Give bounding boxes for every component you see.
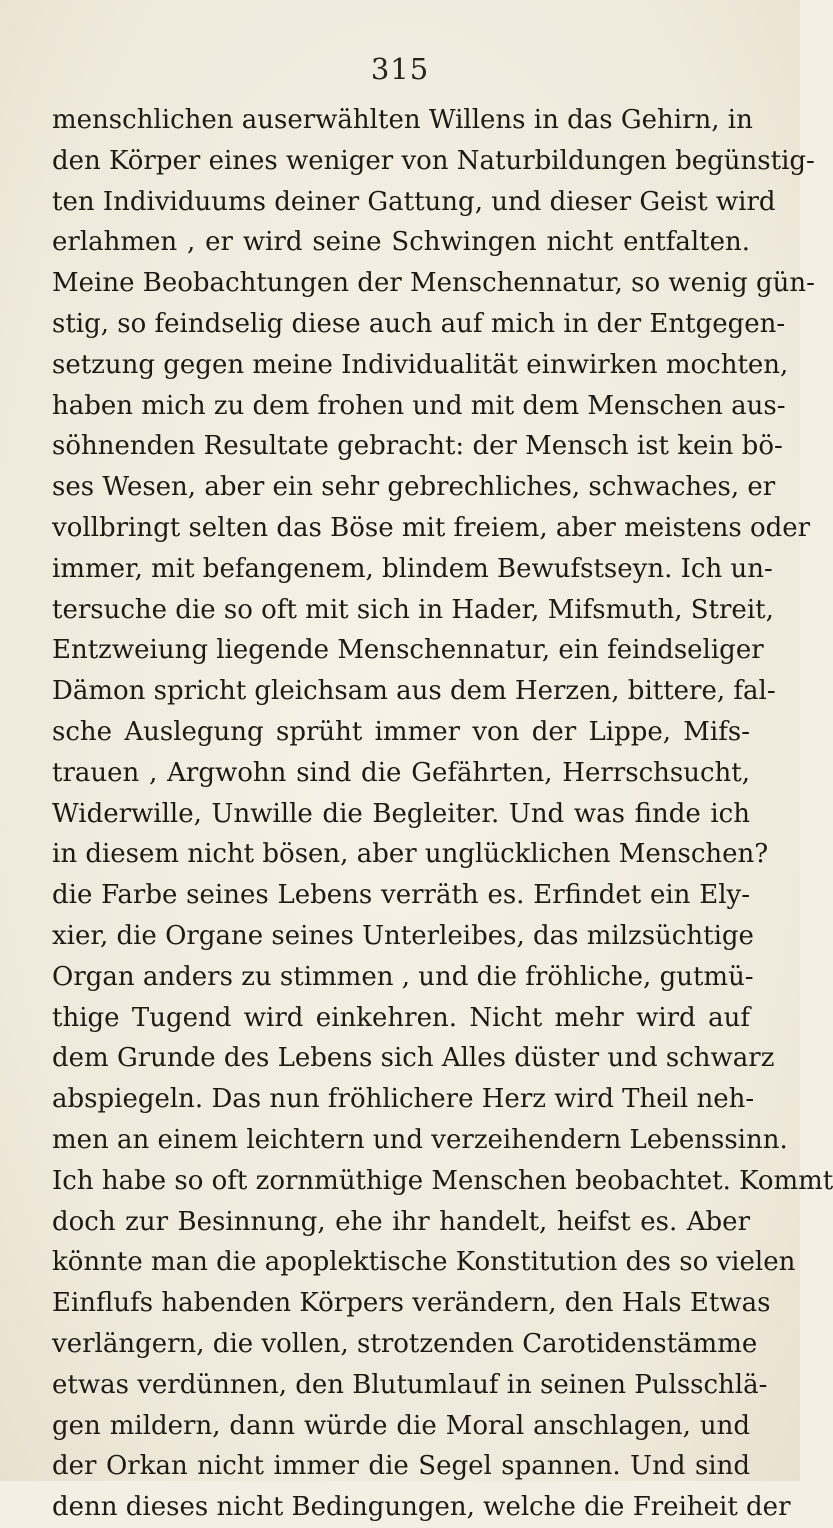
text-line: doch zur Besinnung, ehe ihr handelt, heifst es. Aber bbox=[52, 1206, 750, 1237]
text-line: die Farbe seines Lebens verräth es. Erfindet ein Ely- bbox=[52, 880, 750, 911]
text-line: denn dieses nicht Bedingungen, welche die Freiheit der bbox=[52, 1492, 791, 1523]
page-number: 315 bbox=[370, 52, 430, 86]
text-line: vollbringt selten das Böse mit freiem, aber meistens oder bbox=[52, 512, 811, 543]
text-line: stig, so feindselig diese auch auf mich in der Entgegen- bbox=[52, 308, 786, 339]
text-line: Widerwille, Unwille die Begleiter. Und was finde ich bbox=[52, 798, 750, 829]
text-line: Meine Beobachtungen der Menschennatur, so wenig gün- bbox=[52, 268, 815, 299]
text-line: Dämon spricht gleichsam aus dem Herzen, bittere, fal- bbox=[52, 676, 776, 707]
text-line: sche Auslegung sprüht immer von der Lippe, Mifs- bbox=[52, 716, 750, 747]
text-line: ten Individuums deiner Gattung, und dieser Geist wird bbox=[52, 186, 776, 217]
text-line: gen mildern, dann würde die Moral anschlagen, und bbox=[52, 1410, 750, 1441]
text-line: immer, mit befangenem, blindem Bewufstseyn. Ich un- bbox=[52, 553, 773, 584]
text-line: xier, die Organe seines Unterleibes, das milzsüchtige bbox=[52, 920, 754, 951]
text-line: thige Tugend wird einkehren. Nicht mehr wird auf bbox=[52, 1002, 750, 1033]
text-line: Entzweiung liegende Menschennatur, ein feindseliger bbox=[52, 635, 764, 666]
text-line: dem Grunde des Lebens sich Alles düster und schwarz bbox=[52, 1043, 775, 1074]
text-line: tersuche die so oft mit sich in Hader, Mifsmuth, Streit, bbox=[52, 594, 774, 625]
text-line: könnte man die apoplektische Konstitution des so vielen bbox=[52, 1247, 796, 1278]
text-line: etwas verdünnen, den Blutumlauf in seinen Pulsschlä- bbox=[52, 1369, 768, 1400]
text-line: Einflufs habenden Körpers verändern, den Hals Etwas bbox=[52, 1288, 771, 1319]
text-line: der Orkan nicht immer die Segel spannen. Und sind bbox=[52, 1451, 750, 1482]
body-text bbox=[52, 100, 833, 1528]
text-line: abspiegeln. Das nun fröhlichere Herz wird Theil neh- bbox=[52, 1084, 755, 1115]
text-line: söhnenden Resultate gebracht: der Mensch ist kein bö- bbox=[52, 431, 783, 462]
text-line: menschlichen auserwählten Willens in das Gehirn, in bbox=[52, 105, 753, 135]
text-line: Organ anders zu stimmen , und die fröhliche, gutmü- bbox=[52, 961, 754, 992]
text-line: den Körper eines weniger von Naturbildungen begünstig- bbox=[52, 145, 815, 176]
text-line: setzung gegen meine Individualität einwirken mochten, bbox=[52, 349, 789, 380]
text-line: in diesem nicht bösen, aber unglücklichen Menschen? bbox=[52, 839, 769, 870]
text-line: ses Wesen, aber ein sehr gebrechliches, schwaches, er bbox=[52, 472, 776, 503]
text-line: trauen , Argwohn sind die Gefährten, Herrschsucht, bbox=[52, 757, 750, 788]
text-line: Ich habe so oft zornmüthige Menschen beobachtet. Kommt bbox=[52, 1165, 833, 1196]
text-line: erlahmen , er wird seine Schwingen nicht entfalten. bbox=[52, 227, 750, 258]
text-line: haben mich zu dem frohen und mit dem Menschen aus- bbox=[52, 390, 786, 421]
text-line: men an einem leichtern und verzeihendern Lebenssinn. bbox=[52, 1124, 788, 1155]
text-line: verlängern, die vollen, strotzenden Carotidenstämme bbox=[52, 1328, 758, 1359]
